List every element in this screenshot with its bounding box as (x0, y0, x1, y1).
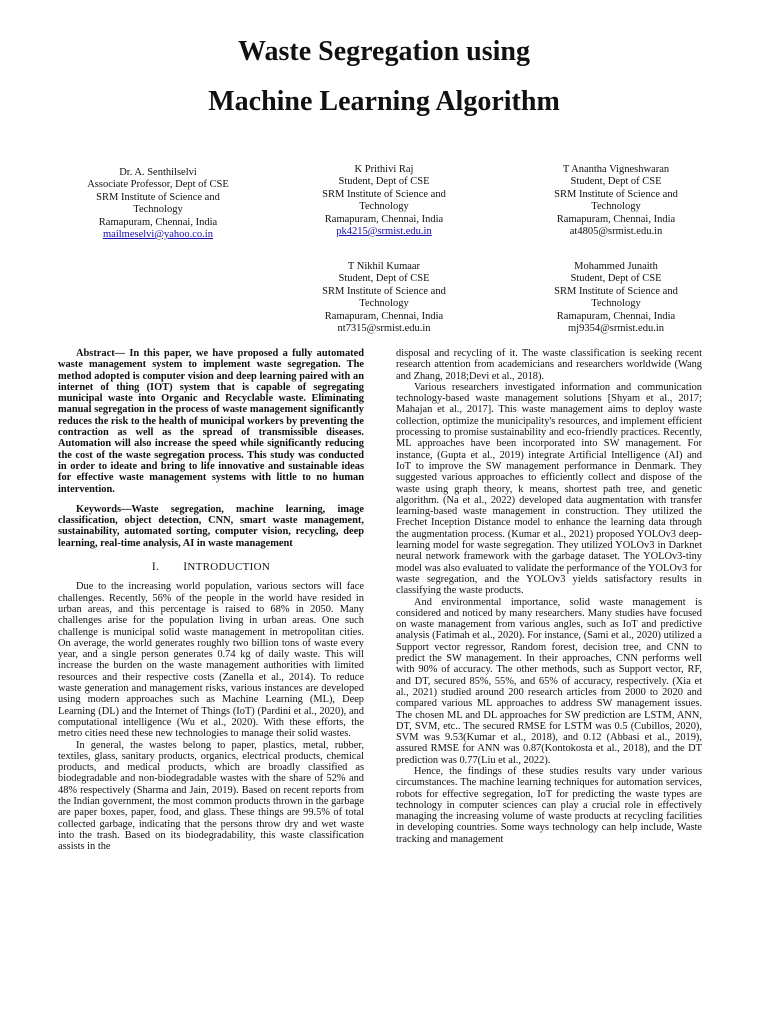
author-institution: SRM Institute of Science and (96, 191, 220, 203)
author-block-5 (506, 261, 726, 335)
keywords: Keywords—Waste segregation, machine learning, image classification, object detection, CNN, smart waste management, sustainability, automated sorting, computer vision, recycling, deep learning, real-time analysis, AI in waste management (58, 503, 364, 549)
author-email: nt7315@srmist.edu.in (337, 323, 431, 335)
author-role: Student, Dept of CSE (570, 176, 662, 188)
author-location: Ramapuram, Chennai, India (98, 216, 218, 228)
paper-title-line-1: Waste Segregation using (238, 36, 530, 67)
section-number: I. (151, 561, 160, 574)
author-institution-cont: Technology (591, 298, 641, 310)
author-institution: SRM Institute of Science and (554, 188, 678, 200)
author-location: Ramapuram, Chennai, India (324, 310, 444, 322)
author-institution: SRM Institute of Science and (322, 285, 446, 297)
author-name: Mohammed Junaith (574, 261, 658, 272)
right-paragraph-2: Various researchers investigated information and communication technology-based waste management solutions [Shyam et al., 2017; Mahajan et al., 2017]. This waste management aims to deploy waste collection, optimize the municipality's resources, and implement efficient processing to promise sustainability and eco-friendly practices. Recently, ML approaches have been incorporated into SW management. For instance, (Gupta et al., 2019) integrate Artificial Intelligence (AI) and IoT to improve the SW management performance in Denmark. They suggested various approaches to efficiently collect and dispose of the waste using graph theory, k means, shortest path tree, and genetic algorithm. (Na et al., 2022) developed data augmentation with transfer learning-based waste management in construction. They utilized the Frechet Inception Distance model to enhance the learning data through the augmentation process. (Kumar et al., 2021) proposed YOLOv3 deep-learning model for waste segregation. They utilized YOLOv3 in Darknet neural network framework with the garbage dataset. The YOLOv3-tiny model was also evaluated to validate the performance of the YOLOv3 for waste segregation, and the YOLOv3 yields satisfactory results in classifying the waste products. (396, 381, 702, 597)
author-location: Ramapuram, Chennai, India (556, 310, 676, 322)
author-block-1 (48, 167, 268, 241)
author-role: Associate Professor, Dept of CSE (87, 179, 229, 191)
author-institution-cont: Technology (359, 298, 409, 310)
author-email-link[interactable]: mailmeselvi@yahoo.co.in (103, 229, 213, 241)
author-name: T Anantha Vigneshwaran (562, 164, 670, 175)
author-location: Ramapuram, Chennai, India (556, 213, 676, 225)
author-block-2 (274, 164, 494, 238)
section-title-rest: NTRODUCTION (187, 561, 271, 574)
author-institution: SRM Institute of Science and (554, 285, 678, 297)
author-institution-cont: Technology (133, 204, 183, 216)
author-email-link[interactable]: pk4215@srmist.edu.in (336, 226, 432, 238)
author-name: T Nikhil Kumaar (347, 261, 421, 272)
author-email: at4805@srmist.edu.in (569, 226, 663, 238)
author-email: mj9354@srmist.edu.in (567, 323, 664, 335)
right-paragraph-3: And environmental importance, solid waste management is considered and noticed by many researchers. Many studies have focused on waste management from various angles, such as IoT and predictive analysis (Fatimah et al., 2020). For instance, (Sami et al., 2020) utilized a Support vector regressor, Random forest, decision tree, and CNN to predict the SW management. In their approaches, CNN performs well with 90% of accuracy. The other methods, such as Support vector, RF, and DT, secured 85%, 55%, and 65% of accuracy, respectively. (Xia et al., 2021) studied around 200 research articles from 2000 to 2020 and compared various ML approaches to address SW management issues. The chosen ML and DL approaches for SW prediction are LSTM, ANN, DT, SVM, etc.. The secured RMSE for LSTM was 0.5 (Cubillos, 2020), SVM was 9.53(Kumar et al., 2018), and 0.12 (Abbasi et al., 2019), assured RMSE for ANN was 0.87(Kontokosta et al., 2018), and the DT prediction was 0.77(Liu et al., 2022). (396, 596, 702, 766)
right-column (396, 348, 702, 845)
author-institution-cont: Technology (591, 201, 641, 213)
abstract: Abstract— In this paper, we have proposed a fully automated waste management system to implement waste segregation. The method adopted is computer vision and deep learning paired with an internet of thing (IOT) system that is capable of segregating municipal waste into Organic and Recyclable waste. Eliminating manual segregation in the process of waste management significantly reduces the risk to the health of municipal workers by preventing the contraction as well as the spread of transmissible diseases. Automation will also increase the speed while significantly reducing the cost of the waste segregation process. This study was conducted in order to ideate and bring to life innovative and sustainable ideas for effective waste management systems with little to no human intervention. (58, 348, 364, 495)
section-heading-introduction (58, 562, 364, 573)
left-column (58, 348, 364, 852)
author-institution-cont: Technology (359, 201, 409, 213)
section-title-initial: I (183, 561, 188, 574)
author-role: Student, Dept of CSE (570, 273, 662, 285)
paper-title-line-2: Machine Learning Algorithm (208, 86, 560, 117)
author-name: Dr. A. Senthilselvi (119, 167, 197, 178)
author-name: K Prithivi Raj (354, 164, 414, 175)
author-role: Student, Dept of CSE (338, 176, 430, 188)
author-role: Student, Dept of CSE (338, 273, 430, 285)
author-institution: SRM Institute of Science and (322, 188, 446, 200)
author-location: Ramapuram, Chennai, India (324, 213, 444, 225)
author-block-3 (506, 164, 726, 238)
right-paragraph-4: Hence, the findings of these studies results vary under various circumstances. The machine learning techniques for automation services, robots for effective segregation, IoT for predicting the waste types are technology in computer sciences can play a crucial role in effectively managing the increasing volume of waste products at recycling facilities in developing countries. Some ways technology can help include, Waste tracking and management (396, 765, 702, 845)
intro-paragraph-2: In general, the wastes belong to paper, plastics, metal, rubber, textiles, glass, sanitary products, organics, electrical products, chemical products, and medical products, which are broadly classified as biodegradable and non-biodegradable wastes with the share of 52% and 48% respectively (Sharma and Jain, 2019). Based on recent reports from the Indian government, the most common products thrown in the garbage are paper boxes, paper, food, and glass. These things are 99.5% of total collected garbage, indicating that the persons throw dry and wet waste into the trash. Based on its biodegradability, this waste classification assists in the (58, 739, 364, 853)
author-block-4 (274, 261, 494, 335)
intro-paragraph-1: Due to the increasing world population, various sectors will face challenges. Recently, 56% of the people in the world have resided in urban areas, and this percentage is raised to 68% in 2050. Many challenges arise for the population living in urban areas. One such challenge is municipal solid waste management in metropolitan cities. On average, the world generates roughly two billion tons of waste every year, and a single person generates 0.74 kg of daily waste. This will increase the burden on the waste management authorities with limited resources and their respective costs (Zanella et al., 2014). To reduce waste generation and management risks, various instances are developed using modern approaches such as Machine Learning (ML), Deep Learning (DL) and the Internet of Things (IoT) (Pardini et al., 2020), and computational intelligence (Wu et al., 2020). With these efforts, the metro cities need these new technologies to manage their solid wastes. (58, 581, 364, 740)
right-paragraph-1: disposal and recycling of it. The waste classification is seeking recent research attention from academicians and researchers worldwide (Wang and Zhang, 2018;Devi et al., 2018). (396, 348, 702, 382)
